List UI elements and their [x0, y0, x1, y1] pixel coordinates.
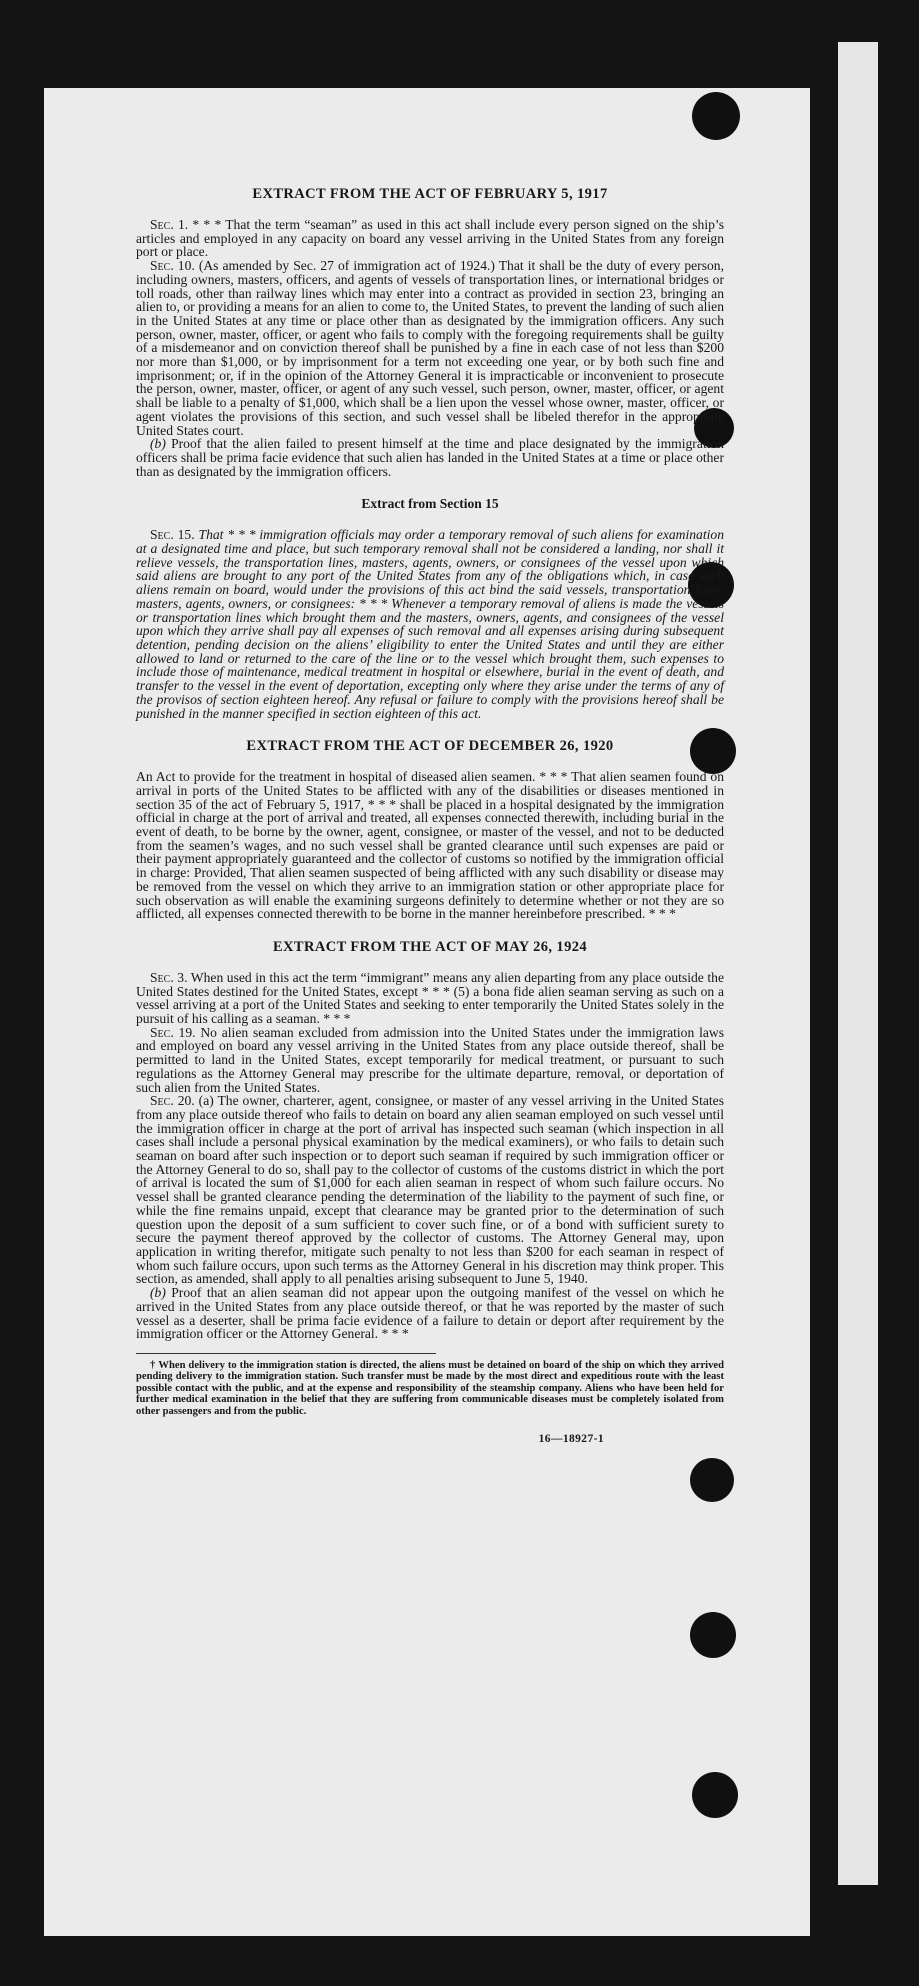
- punch-hole-top: [692, 92, 740, 140]
- paragraph-text: (a) The owner, charterer, agent, consignee, or master of any vessel arriving in the United States from any place outside thereof who fails to detain on board any alien seaman employed on such vessel until the immigration officer in charge at the port of arrival has inspected such seaman (which inspection in all cases shall include a personal physical examination by the medical examiners), or who fails to detain such seaman on board after such inspection or to deport such seaman if required by such immigration officer or the Attorney General to do so, shall pay to the collector of customs of the customs district in which the port of arrival is located the sum of $1,000 for each alien seaman in respect of whom such failure occurs. No vessel shall be granted clearance pending the determination of the liability to the payment of such fine, or while the fine remains unpaid, except that clearance may be granted prior to the determination of such question upon the deposit of a sum sufficient to cover such fine, or of a bond with sufficient surety to secure the payment thereof approved by the collector of customs. The Attorney General may, upon application in writing therefor, mitigate such penalty to not less than $200 for each seaman in respect of whom such failure occurs, upon such terms as the Attorney General in his discretion may think proper. This section, as amended, shall apply to all penalties arising subsequent to June 5, 1940.: [136, 1093, 724, 1287]
- paragraph-sec-20-a: [136, 1094, 724, 1286]
- subsection-label: (b): [150, 436, 166, 452]
- paragraph-sec-10-b: [136, 437, 724, 478]
- paragraph-text: Proof that the alien failed to present himself at the time and place designated by the immigration officers shall be prima facie evidence that such alien has landed in the United States at a time or place other than as designated by the immigration officers.: [136, 436, 724, 479]
- punch-hole: [690, 1458, 734, 1502]
- section-label: Sec. 20.: [150, 1093, 195, 1109]
- subsection-label: (b): [150, 1285, 166, 1301]
- document-page: [44, 88, 810, 1936]
- section-heading-act-may-1924: EXTRACT FROM THE ACT OF MAY 26, 1924: [272, 938, 588, 955]
- paragraph-text: When used in this act the term “immigrant” means any alien departing from any place outside the United States destined for the United States, except * * * (5) a bona fide alien seaman serving as such on a vessel arriving at a port of the United States and seeking to enter temporarily the United States solely in the pursuit of his calling as a seaman. * * *: [136, 969, 724, 1027]
- section-heading-act-feb-1917: EXTRACT FROM THE ACT OF FEBRUARY 5, 1917: [252, 186, 608, 202]
- paragraph-text: That * * * immigration officials may order a temporary removal of such aliens for examination at a designated time and place, but such temporary removal shall not be considered a landing, nor shall it relieve vessels, the transportation lines, masters, agents, owners, or consignees of the vessel upon which said aliens are brought to any port of the United States from any of the obligations which, in case such aliens remain on board, would under the provisions of this act bind the said vessels, transportation lines, masters, agents, owners, or consignees: * * * Whenever a temporary removal of aliens is made the vessels or transportation lines which brought them and the masters, owners, agents, and consignees of the vessel upon which they arrive shall pay all expenses of such removal and all expenses arising during subsequent detention, pending decision on the aliens’ eligibility to enter the United States and until they are either allowed to land or returned to the care of the line or to the vessel which brought them, such expenses to include those of maintenance, medical treatment in hospital or elsewhere, burial in the event of death, and transfer to the vessel in the event of deportation, excepting only where they arise under the terms of any of the provisos of section eighteen hereof. Any refusal or failure to comply with the provisions hereof shall be punished in the manner specified in section eighteen of this act.: [136, 527, 724, 721]
- form-number: 16—18927-1: [538, 1432, 604, 1445]
- section-label: Sec. 15.: [150, 527, 195, 543]
- paragraph-sec-3: [136, 971, 724, 1026]
- paragraph-text: An Act to provide for the treatment in hospital of diseased alien seamen. * * * That alien seamen found on arrival in ports of the United States to be afflicted with any of the disabilities or diseases mentioned in section 35 of the act of February 5, 1917, * * * shall be placed in a hospital designated by the immigration official in charge at the port of arrival and treated, all expenses connected therewith, including burial in the event of death, to be borne by the owner, agent, consignee, or master of the vessel, and not to be deducted from the seamen’s wages, and no such vessel shall be granted clearance until such expenses are paid or their payment appropriately guaranteed and the collector of customs so notified by the immigration official in charge: Provided, That alien seamen suspected of being afflicted with any such disability or disease may be removed from the vessel on which they arrive to an immigration station or other appropriate place for such observation as will enable the examining surgeons definitely to determine whether or not they are so afflicted, all expenses connected therewith to be borne in the manner hereinbefore prescribed. * * *: [136, 769, 724, 922]
- paragraph-text: (As amended by Sec. 27 of immigration act of 1924.) That it shall be the duty of every person, including owners, masters, officers, and agents of vessels of transportation lines, or international bridges or toll roads, other than railway lines which may enter into a contract as provided in section 23, bringing an alien to, or providing a means for an alien to come to, the United States, to prevent the landing of such alien in the United States at any time or place other than as designated by the immigration officers. Any such person, owner, master, officer, or agent who fails to comply with the foregoing requirements shall be guilty of a misdemeanor and on conviction thereof shall be punished by a fine in each case of not less than $200 nor more than $1,000, or by imprisonment for a term not exceeding one year, or by both such fine and imprisonment; or, if in the opinion of the Attorney General it is impracticable or inconvenient to prosecute the person, owner, master, officer, or agent of any such vessel, such person, owner, master, officer, or agent shall be liable to a penalty of $1,000, which shall be a lien upon the vessel whose owner, master, officer, or agent violates the provisions of this section, and such vessel shall be libeled therefor in the appropriate United States court.: [136, 258, 724, 438]
- section-label: Sec. 1.: [150, 217, 189, 232]
- paragraph-text: Proof that an alien seaman did not appear upon the outgoing manifest of the vessel on which he arrived in the United States from any place outside thereof, or that he was reported by the master of such vessel as a deserter, shall be prima facie evidence of a failure to detain or deport after requirement by the immigration officer or the Attorney General. * * *: [136, 1285, 724, 1342]
- section-label: Sec. 19.: [150, 1024, 196, 1040]
- punch-hole: [690, 1612, 736, 1658]
- adjacent-page-strip: [838, 42, 878, 1885]
- section-label: Sec. 3.: [150, 969, 188, 985]
- paragraph-sec-20-b: [136, 1286, 724, 1341]
- paragraph-sec-10: [136, 259, 724, 437]
- section-label: Sec. 10.: [150, 258, 195, 274]
- section-heading-act-dec-1920: EXTRACT FROM THE ACT OF DECEMBER 26, 1920: [246, 738, 614, 755]
- paragraph-act-1920: [136, 770, 724, 921]
- document-body: [136, 184, 724, 1445]
- paragraph-sec-19: [136, 1026, 724, 1095]
- section-heading-section-15: Extract from Section 15: [361, 496, 499, 512]
- footnote: † When delivery to the immigration station is directed, the aliens must be detained on board of the ship on which they arrived pending delivery to the immigration station. Such transfer must be made by the most direct and expeditious route with the least possible contact with the public, and at the expense and responsibility of the steamship company. Aliens who have been held for further medical examination in the belief that they are suffering from communicable diseases must be completely isolated from other passengers and from the public.: [136, 1359, 724, 1417]
- paragraph-text: * * * That the term “seaman” as used in this act shall include every person signed on the ship’s articles and employed in any capacity on board any vessel arriving in the United States from any foreign port or place.: [136, 217, 724, 260]
- punch-hole-bottom: [692, 1772, 738, 1818]
- paragraph-text: No alien seaman excluded from admission into the United States under the immigration laws and employed on board any vessel arriving in the United States from any place outside thereof, shall be permitted to land in the United States, except temporarily for medical treatment, or pursuant to such regulations as the Attorney General may prescribe for the ultimate departure, removal, or deportation of such alien from the United States.: [136, 1024, 724, 1095]
- paragraph-sec-1: [136, 218, 724, 259]
- paragraph-sec-15: [136, 528, 724, 720]
